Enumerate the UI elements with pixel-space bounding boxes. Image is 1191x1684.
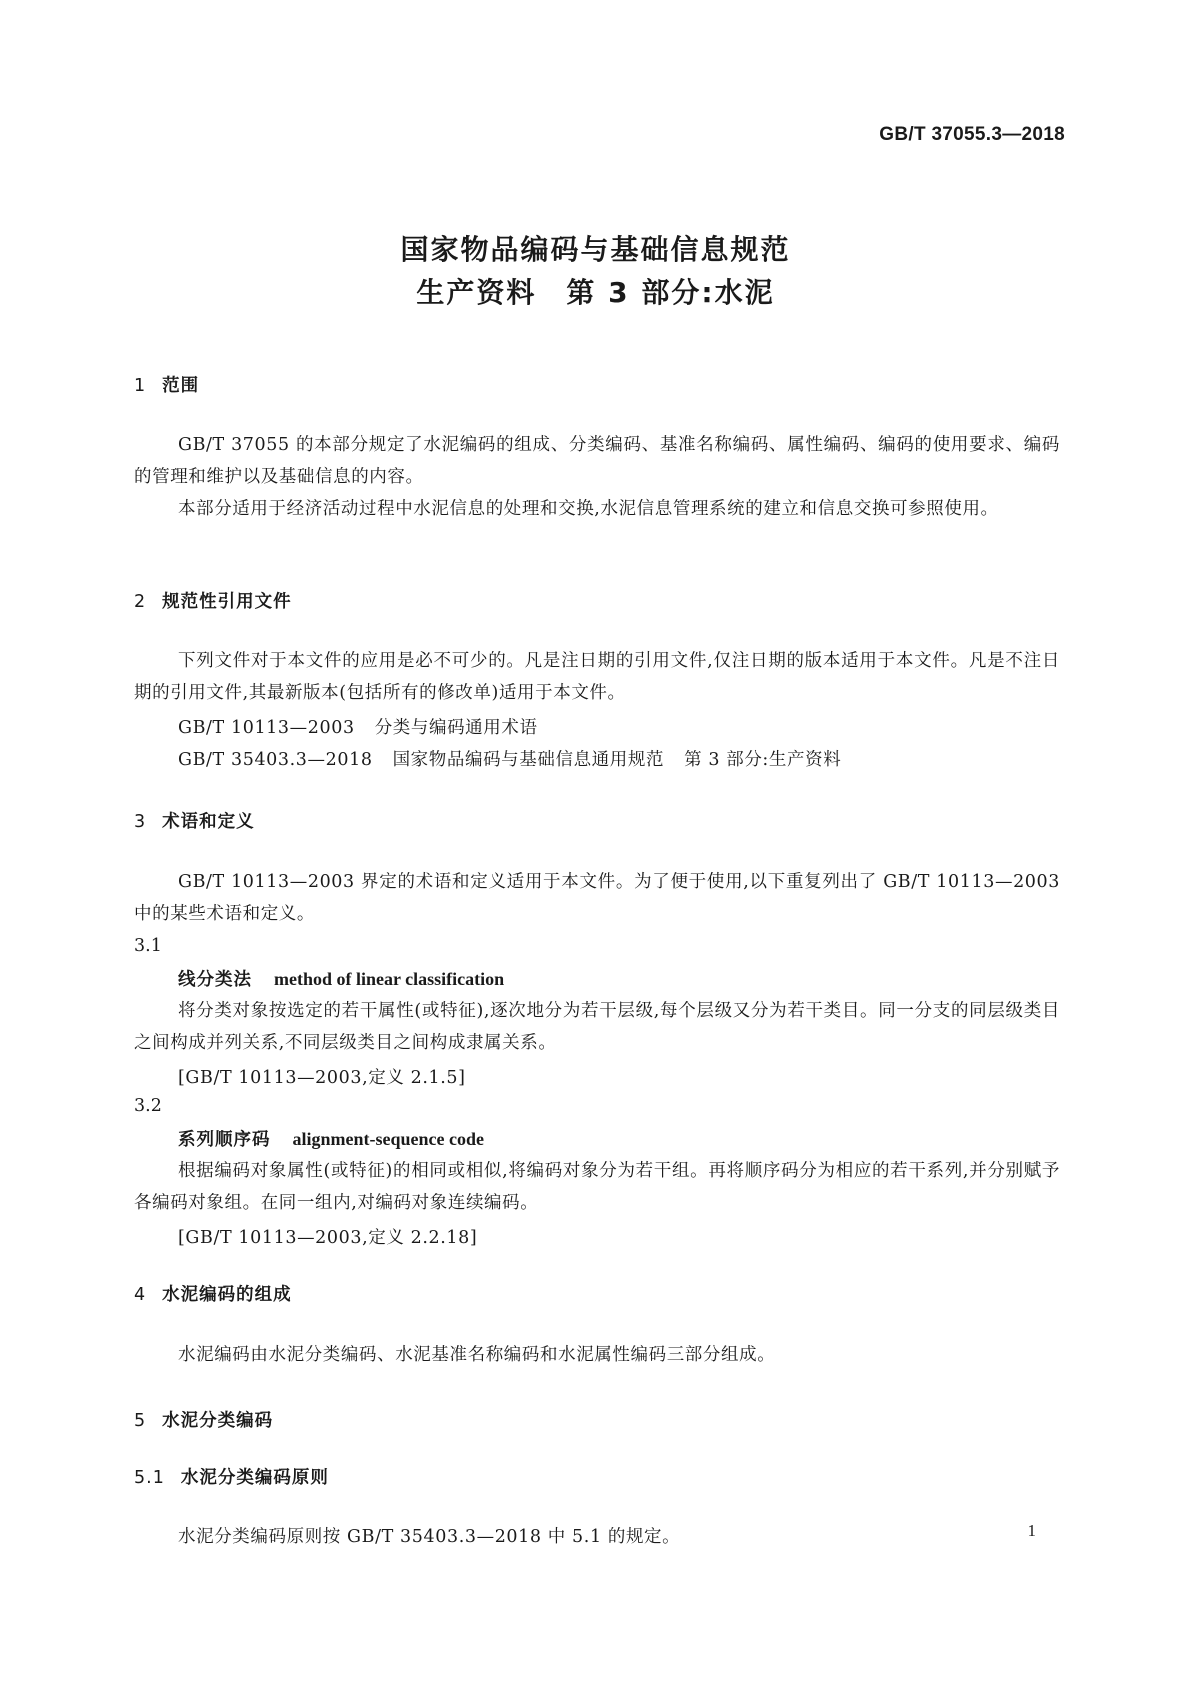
- term-1-number: 3.1: [134, 936, 162, 956]
- term-1-definition: 将分类对象按选定的若干属性(或特征),逐次地分为若干层级,每个层级又分为若干类目。同一分支的同层级类目之间构成并列关系,不同层级类目之间构成隶属关系。: [134, 1001, 1060, 1053]
- section-number: 3: [134, 812, 147, 832]
- section-number: 5: [134, 1411, 147, 1431]
- section-title: 范围: [162, 376, 200, 396]
- reference-title-a: 国家物品编码与基础信息通用规范: [392, 750, 665, 770]
- section-title: 规范性引用文件: [162, 592, 292, 612]
- page-number: 1: [1027, 1521, 1036, 1540]
- section-title: 术语和定义: [162, 812, 255, 832]
- document-title-line-2: [0, 271, 1191, 311]
- term-zh: 线分类法: [178, 970, 252, 990]
- section-5-1-paragraph-1: 水泥分类编码原则按 GB/T 35403.3—2018 中 5.1 的规定。: [178, 1527, 681, 1547]
- term-1-source: [GB/T 10113—2003,定义 2.1.5]: [178, 1068, 466, 1088]
- term-1-heading: [178, 966, 504, 991]
- title-part-a: 生产资料: [416, 276, 537, 309]
- section-1-heading: [134, 372, 199, 397]
- subsection-5-1-heading: [134, 1464, 329, 1489]
- title-part-b: 第 3 部分:水泥: [566, 276, 775, 309]
- section-4-heading: [134, 1281, 292, 1306]
- section-number: 2: [134, 592, 147, 612]
- section-title: 水泥分类编码: [162, 1411, 274, 1431]
- subsection-title: 水泥分类编码原则: [180, 1468, 329, 1488]
- section-title: 水泥编码的组成: [162, 1285, 292, 1305]
- term-en: alignment-sequence code: [292, 1129, 484, 1149]
- term-2-number: 3.2: [134, 1096, 162, 1116]
- reference-code: GB/T 10113—2003: [178, 718, 355, 738]
- section-1-paragraph-1: GB/T 37055 的本部分规定了水泥编码的组成、分类编码、基准名称编码、属性编码、编码的使用要求、编码的管理和维护以及基础信息的内容。: [134, 435, 1060, 487]
- section-3-heading: [134, 808, 255, 833]
- section-5-heading: [134, 1407, 273, 1432]
- reference-1: [178, 714, 538, 739]
- standard-number: GB/T 37055.3—2018: [879, 124, 1065, 145]
- reference-title: 分类与编码通用术语: [374, 718, 538, 738]
- section-1-paragraph-2: 本部分适用于经济活动过程中水泥信息的处理和交换,水泥信息管理系统的建立和信息交换可参照使用。: [178, 499, 999, 519]
- reference-title-b: 第 3 部分:生产资料: [684, 750, 842, 770]
- term-2-heading: [178, 1126, 484, 1151]
- reference-2: [178, 746, 841, 771]
- term-zh: 系列顺序码: [178, 1130, 271, 1150]
- term-en: method of linear classification: [274, 969, 505, 989]
- document-title-line-1: 国家物品编码与基础信息规范: [400, 233, 791, 266]
- section-2-paragraph-1: 下列文件对于本文件的应用是必不可少的。凡是注日期的引用文件,仅注日期的版本适用于本文件。凡是不注日期的引用文件,其最新版本(包括所有的修改单)适用于本文件。: [134, 651, 1060, 703]
- section-3-paragraph-1: GB/T 10113—2003 界定的术语和定义适用于本文件。为了便于使用,以下重复列出了 GB/T 10113—2003 中的某些术语和定义。: [134, 872, 1060, 924]
- section-number: 1: [134, 376, 147, 396]
- term-2-definition: 根据编码对象属性(或特征)的相同或相似,将编码对象分为若干组。再将顺序码分为相应的若干系列,并分别赋予各编码对象组。在同一组内,对编码对象连续编码。: [134, 1161, 1060, 1213]
- section-4-paragraph-1: 水泥编码由水泥分类编码、水泥基准名称编码和水泥属性编码三部分组成。: [178, 1345, 776, 1365]
- subsection-number: 5.1: [134, 1468, 165, 1488]
- section-number: 4: [134, 1285, 147, 1305]
- reference-code: GB/T 35403.3—2018: [178, 750, 373, 770]
- section-2-heading: [134, 588, 292, 613]
- term-2-source: [GB/T 10113—2003,定义 2.2.18]: [178, 1228, 478, 1248]
